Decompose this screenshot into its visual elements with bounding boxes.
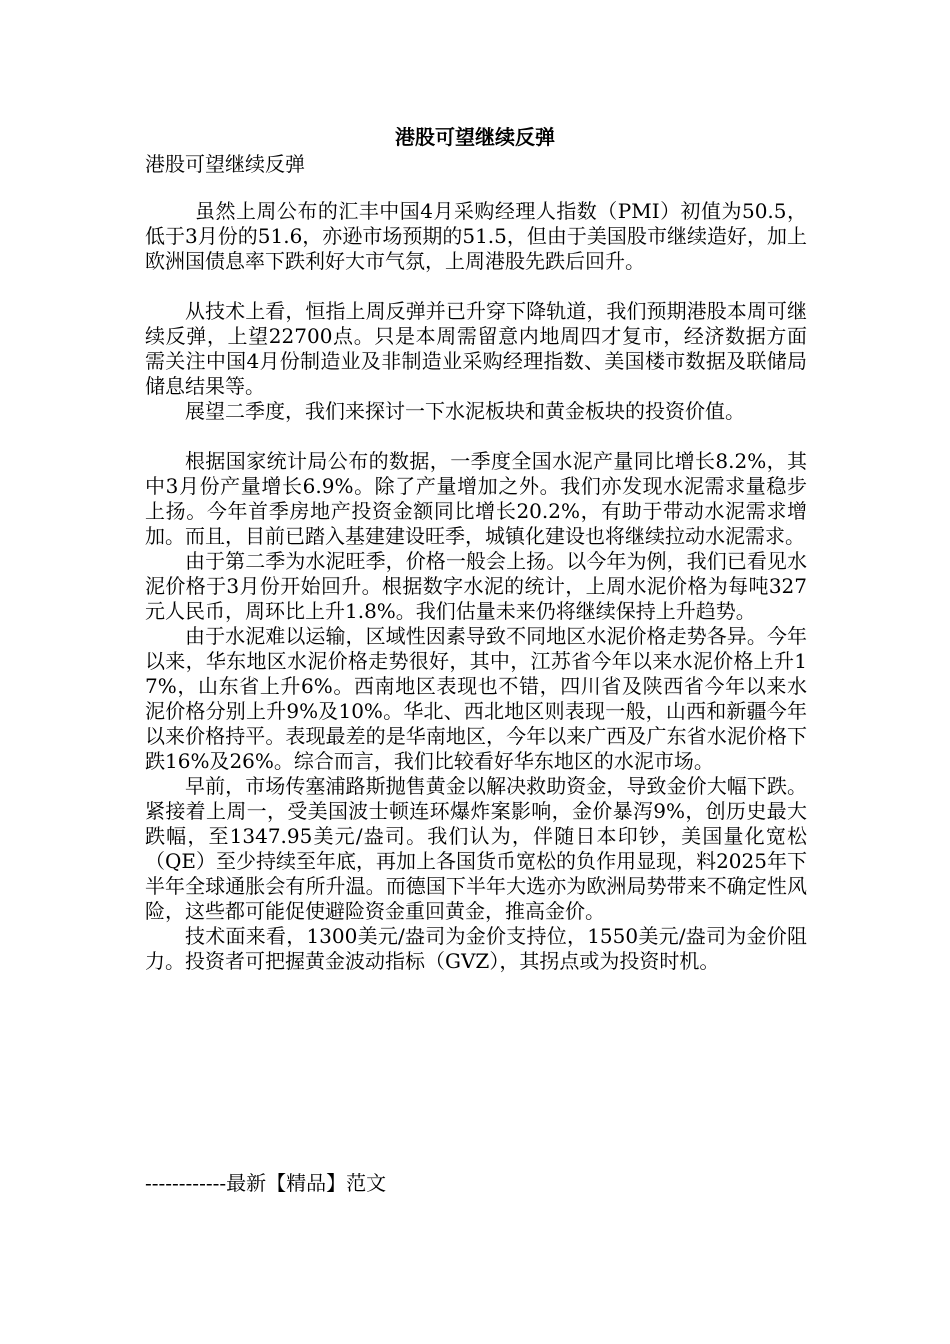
- paragraph-gold-technical: 技术面来看，1300美元/盎司为金价支持位，1550美元/盎司为金价阻力。投资者可把握黄金波动指标（GVZ），其拐点或为投资时机。: [145, 924, 807, 973]
- paragraph-cement-price: 由于第二季为水泥旺季，价格一般会上扬。以今年为例，我们已看见水泥价格于3月份开始回升。根据数字水泥的统计，上周水泥价格为每吨327元人民币，周环比上升1.8%。我们估量未来仍将继续保持上升趋势。: [145, 549, 807, 623]
- document-body: [145, 199, 807, 974]
- document-subtitle: 港股可望继续反弹: [145, 152, 305, 176]
- footer-text: ------------最新【精品】范文: [145, 1171, 387, 1195]
- document-title: 港股可望继续反弹: [395, 125, 555, 149]
- paragraph-technical-outlook: 从技术上看，恒指上周反弹并已升穿下降轨道，我们预期港股本周可继续反弹，上望22700点。只是本周需留意内地周四才复市，经济数据方面需关注中国4月份制造业及非制造业采购经理指数、美国楼市数据及联储局储息结果等。: [145, 299, 807, 398]
- paragraph-gold-price: 早前，市场传塞浦路斯抛售黄金以解决救助资金，导致金价大幅下跌。紧接着上周一，受美国波士顿连环爆炸案影响，金价暴泻9%，创历史最大跌幅，至1347.95美元/盎司。我们认为，伴随日本印钞，美国量化宽松（QE）至少持续至年底，再加上各国货币宽松的负作用显现，料2025年下半年全球通胀会有所升温。而德国下半年大选亦为欧洲局势带来不确定性风险，这些都可能促使避险资金重回黄金，推高金价。: [145, 774, 807, 923]
- paragraph-pmi: 虽然上周公布的汇丰中国4月采购经理人指数（PMI）初值为50.5，低于3月份的51.6，亦逊市场预期的51.5，但由于美国股市继续造好，加上欧洲国债息率下跌利好大市气氛，上周港股先跌后回升。: [145, 199, 807, 273]
- paragraph-q2-outlook: 展望二季度，我们来探讨一下水泥板块和黄金板块的投资价值。: [185, 399, 745, 423]
- paragraph-cement-regions: 由于水泥难以运输，区域性因素导致不同地区水泥价格走势各异。今年以来，华东地区水泥价格走势很好，其中，江苏省今年以来水泥价格上升17%，山东省上升6%。西南地区表现也不错，四川省及陕西省今年以来水泥价格分别上升9%及10%。华北、西北地区则表现一般，山西和新疆今年以来价格持平。表现最差的是华南地区，今年以来广西及广东省水泥价格下跌16%及26%。综合而言，我们比较看好华东地区的水泥市场。: [145, 624, 807, 773]
- paragraph-cement-output: 根据国家统计局公布的数据，一季度全国水泥产量同比增长8.2%，其中3月份产量增长6.9%。除了产量增加之外。我们亦发现水泥需求量稳步上扬。今年首季房地产投资金额同比增长20.2%，有助于带动水泥需求增加。而且，目前已踏入基建建设旺季，城镇化建设也将继续拉动水泥需求。: [145, 449, 807, 548]
